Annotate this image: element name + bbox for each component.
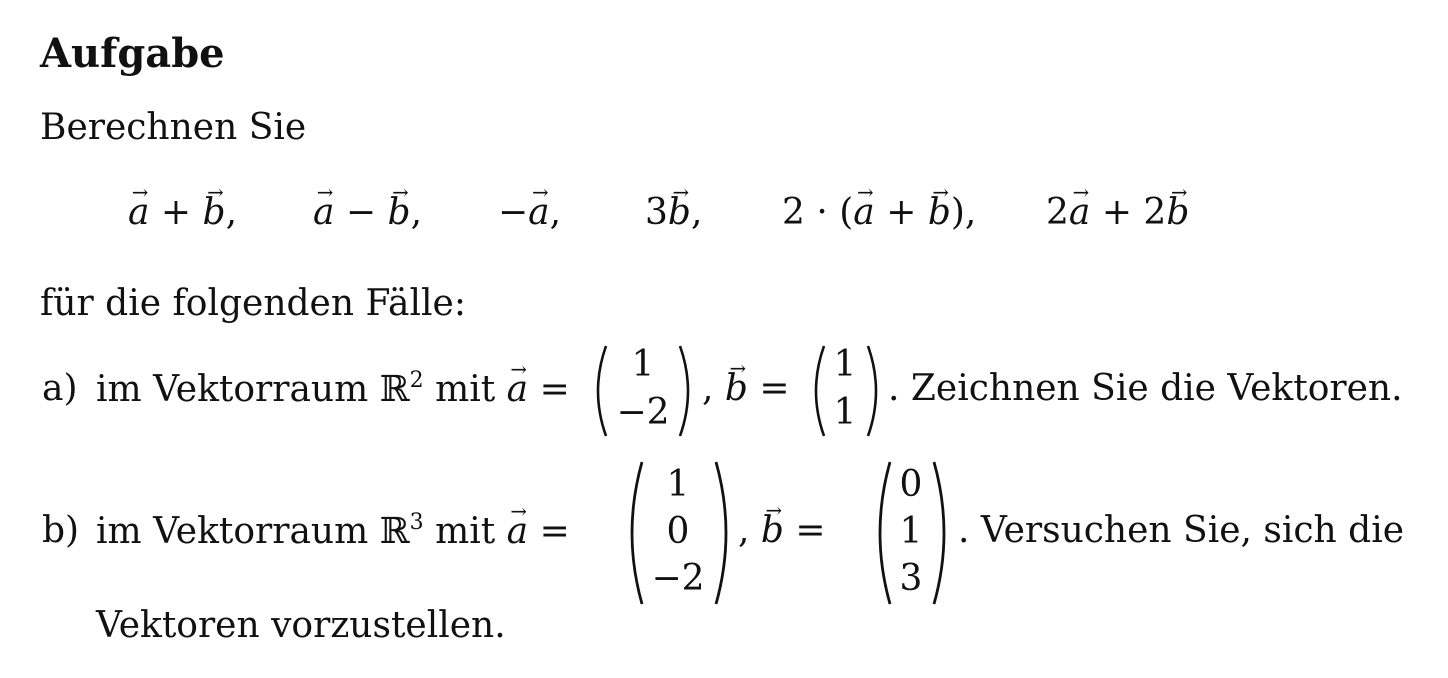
case-b-vector-a <box>646 458 710 608</box>
case-a-vec-b-entry-2: 1 <box>833 392 857 433</box>
case-b-vec-b-entry-2: 1 <box>899 511 923 552</box>
case-a-dim: 2 <box>409 368 424 393</box>
case-b-vec-a-entry-1: 1 <box>666 464 690 505</box>
case-b-mit: mit <box>435 511 496 552</box>
cases-intro-text: für die folgenden Fälle: <box>40 283 466 324</box>
case-a-trailing-text: . Zeichnen Sie die Vektoren. <box>888 368 1403 409</box>
case-a-mit: mit <box>435 369 496 410</box>
case-a-vec-b-entry-1: 1 <box>833 344 857 385</box>
case-a-vec-a-entry-2: −2 <box>616 392 670 433</box>
case-b-space-text: im Vektorraum ℝ <box>96 511 410 552</box>
case-b-vec-a-left-paren <box>620 458 646 608</box>
case-a-vec-a-right-paren <box>676 342 698 440</box>
case-b-vec-a-right-paren <box>712 458 738 608</box>
case-b-vec-b-entry-3: 3 <box>899 558 923 599</box>
expression-3b: 3→ b, <box>645 192 702 233</box>
case-a-vec-a-entry-1: 1 <box>631 344 655 385</box>
case-a-vec-b-left-paren <box>806 342 828 440</box>
intro-text: Berechnen Sie <box>40 107 307 148</box>
case-b-trailing-text-1: . Versuchen Sie, sich die <box>958 510 1405 551</box>
case-a-label: a) <box>42 368 78 409</box>
expression-a-plus-b: → a + → b, <box>128 192 237 233</box>
task-heading: Aufgabe <box>40 30 225 77</box>
case-a-vector-b <box>828 342 862 440</box>
case-b-vec-b-entry-1: 0 <box>899 464 923 505</box>
case-a-description: im Vektorraum ℝ$^2$ mit → a = <box>96 368 570 410</box>
case-b-trailing-text-2: Vektoren vorzustellen. <box>96 605 506 646</box>
case-b-dim: 3 <box>409 510 424 535</box>
expression-2a-plus-2b: 2→ a + 2→ b <box>1046 192 1189 233</box>
case-b-vec-a-entry-3: −2 <box>651 558 705 599</box>
case-b-vec-b-left-paren <box>868 458 894 608</box>
case-b-vector-b <box>894 458 928 608</box>
expression-a-minus-b: → a − → b, <box>313 192 422 233</box>
case-a-vec-a-left-paren <box>588 342 610 440</box>
case-b-vec-a-entry-2: 0 <box>666 511 690 552</box>
case-a-vec-b-prefix: , → b = <box>702 368 790 409</box>
case-b-description: im Vektorraum ℝ$^3$ mit → a = <box>96 510 570 552</box>
case-a-vec-b-right-paren <box>864 342 886 440</box>
case-b-vec-b-prefix: , → b = <box>738 510 826 551</box>
case-a-vector-a <box>612 342 674 440</box>
case-a-space-text: im Vektorraum ℝ <box>96 369 410 410</box>
expression-neg-a: −→ a, <box>498 192 561 233</box>
case-b-label: b) <box>42 510 80 551</box>
expression-2-times-sum: 2 · (→ a + → b), <box>782 192 976 233</box>
case-b-vec-b-right-paren <box>930 458 956 608</box>
